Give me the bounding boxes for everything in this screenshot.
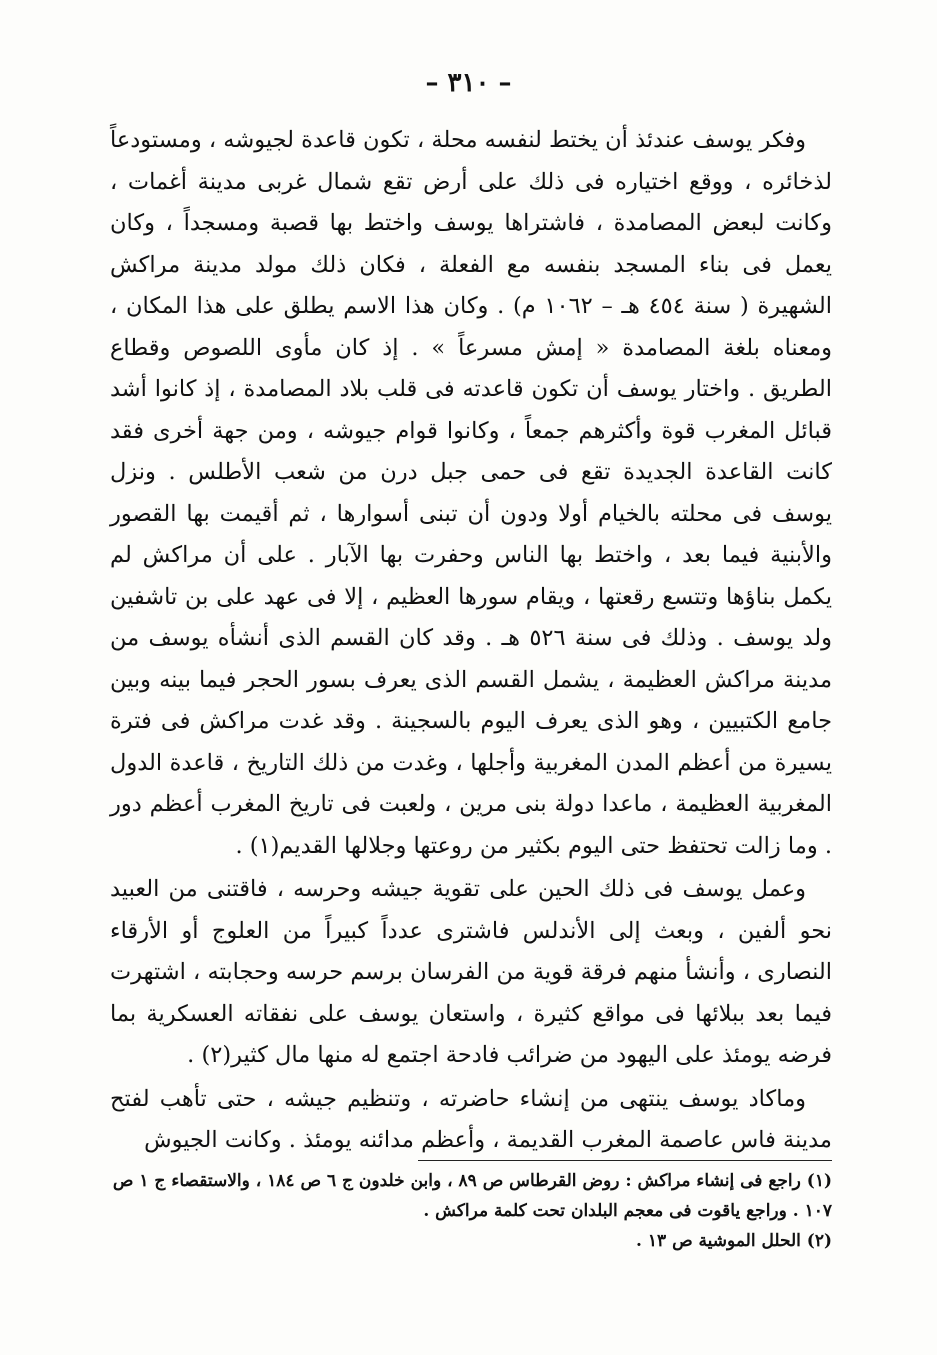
footnote-divider	[418, 1160, 832, 1161]
paragraph-fez-campaign: وماكاد يوسف ينتهى من إنشاء حاضرته ، وتنظيم جيشه ، حتى تأهب لفتح مدينة فاس عاصمة المغرب القديمة ، وأعظم مدائنه يومئذ . وكانت الجيوش	[110, 1085, 832, 1153]
footnote-2: (٢) الحلل الموشية ص ١٣ .	[636, 1231, 832, 1251]
footnotes	[110, 1166, 832, 1256]
paragraph-founding-marrakesh: وفكر يوسف عندئذ أن يختط لنفسه محلة ، تكون قاعدة لجيوشه ، ومستودعاً لذخائره ، ووقع اختياره فى ذلك على أرض تقع شمال غربى مدينة أغمات ، وكانت لبعض المصامدة ، فاشتراها يوسف واختط بها قصبة ومسجداً ، وكان يعمل فى بناء المسجد بنفسه مع الفعلة ، فكان ذلك مولد مدينة مراكش الشهيرة ( سنة ٤٥٤ هـ – ١٠٦٢ م) . وكان هذا الاسم يطلق على هذا المكان ، ومعناه بلغة المصامدة « إمش مسرعاً » . إذ كان مأوى اللصوص وقطاع الطريق . واختار يوسف أن تكون قاعدته فى قلب بلاد المصامدة ، إذ كانوا أشد قبائل المغرب قوة وأكثرهم جمعاً ، وكانوا قوام جيوشه ، ومن جهة أخرى فقد كانت القاعدة الجديدة تقع فى حمى جبل درن من شعب الأطلس . ونزل يوسف فى محلته بالخيام أولا ودون أن تبنى أسوارها ، ثم أقيمت بها القصور والأبنية فيما بعد ، واختط بها الناس وحفرت بها الآبار . على أن مراكش لم يكمل بناؤها وتتسع رقعتها ، ويقام سورها العظيم ، إلا فى عهد على بن تاشفين ولد يوسف . وذلك فى سنة ٥٢٦ هـ . وقد كان القسم الذى أنشأه يوسف من مدينة مراكش العظيمة ، يشمل القسم الذى يعرف بسور الحجر فيما بينه وبين جامع الكتبيين ، وهو الذى يعرف اليوم بالسجينة . وقد غدت مراكش فى فترة يسيرة من أعظم المدن المغربية وأجلها ، وغدت من ذلك التاريخ ، قاعدة الدول المغربية العظيمة ، ماعدا دولة بنى مرين ، ولعبت فى تاريخ المغرب أعظم دور . وما زالت تحتفظ حتى اليوم بكثير من روعتها وجلالها القديم(١) .	[110, 127, 833, 859]
main-text	[110, 120, 832, 1162]
footnote-1: (١) راجع فى إنشاء مراكش : روض القرطاس ص ٨٩ ، وابن خلدون ج ٦ ص ١٨٤ ، والاستقصاء ج ١ ص ١٠٧ . وراجع ياقوت فى معجم البلدان تحت كلمة مراكش .	[112, 1171, 832, 1221]
page-number: – ٣١٠ –	[425, 68, 512, 98]
paragraph-army-guard: وعمل يوسف فى ذلك الحين على تقوية جيشه وحرسه ، فاقتنى من العبيد نحو ألفين ، وبعث إلى الأندلس فاشترى عدداً كبيراً من العلوج أو الأرقاء النصارى ، وأنشأ منهم فرقة قوية من الفرسان برسم حرسه وحجابته ، اشتهرت فيما بعد ببلائها فى مواقع كثيرة ، واستعان يوسف على نفقاته العسكرية بما فرضه يومئذ على اليهود من ضرائب فادحة اجتمع له منها مال كثير(٢) .	[110, 876, 832, 1068]
